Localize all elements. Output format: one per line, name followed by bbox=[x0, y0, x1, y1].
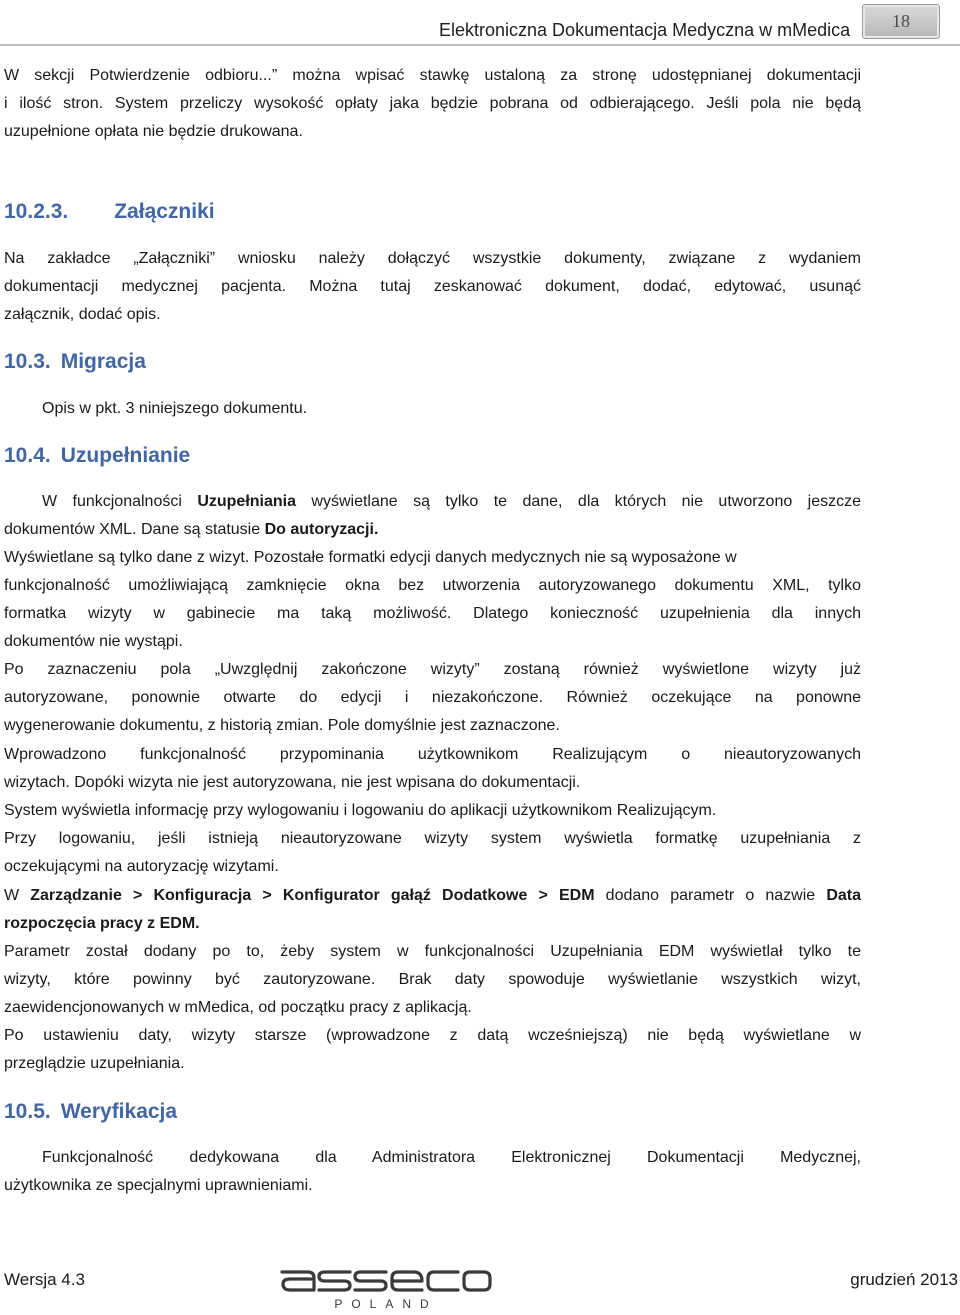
footer-version: Wersja 4.3 bbox=[4, 1270, 85, 1289]
completion-p6-line-1: Przy logowaniu, jeśli istnieją nieautoryzowane wizyty system wyświetla formatkę uzupełniania z bbox=[4, 830, 861, 847]
completion-p8-line-3: zaewidencjonowanych w mMedica, od początku pracy z aplikacją. bbox=[4, 999, 472, 1016]
completion-p2-line-1: Wyświetlane są tylko dane z wizyt. Pozostałe formatki edycji danych medycznych nie są wyposażone w bbox=[4, 549, 737, 566]
completion-p6-line-2: oczekującymi na autoryzację wizytami. bbox=[4, 858, 279, 875]
completion-p4-line-2: wizytach. Dopóki wizyta nie jest autoryzowana, nie jest wpisana do dokumentacji. bbox=[4, 774, 581, 791]
verification-line-2: użytkownika ze specjalnymi uprawnieniami. bbox=[4, 1177, 313, 1194]
completion-p4-line-1: Wprowadzono funkcjonalność przypominania użytkownikom Realizującym o nieautoryzowanych bbox=[4, 746, 861, 763]
heading-number: 10.4. bbox=[4, 444, 51, 467]
migration-body: Opis w pkt. 3 niniejszego dokumentu. bbox=[42, 400, 308, 417]
heading-title: Migracja bbox=[60, 350, 146, 373]
completion-p8-line-1: Parametr został dodany po to, żeby system w funkcjonalności Uzupełniania EDM wyświetlał tylko te bbox=[4, 943, 861, 960]
heading-10-2-3 bbox=[4, 200, 215, 224]
completion-p8-line-2: wizyty, które powinny być zautoryzowane. Brak daty spowoduje wyświetlanie wszystkich wizyt, bbox=[4, 971, 861, 988]
completion-p2-line-2: funkcjonalność umożliwiającą zamknięcie okna bez utworzenia autoryzowanego dokumentu XML, tylko bbox=[4, 577, 861, 594]
heading-number: 10.3. bbox=[4, 350, 51, 373]
heading-10-4 bbox=[4, 444, 190, 468]
completion-p1-line-1: W funkcjonalności Uzupełniania wyświetlane są tylko te dane, dla których nie utworzono jeszcze bbox=[42, 493, 861, 510]
completion-p3-line-3: wygenerowanie dokumentu, z historią zmian. Pole domyślnie jest zaznaczone. bbox=[4, 717, 560, 734]
heading-10-5 bbox=[4, 1100, 177, 1124]
completion-p7-line-2: rozpoczęcia pracy z EDM. bbox=[4, 915, 200, 932]
heading-number: 10.2.3. bbox=[4, 200, 69, 223]
completion-p9-line-2: przeglądzie uzupełniania. bbox=[4, 1055, 185, 1072]
logo-subtext: POLAND bbox=[334, 1297, 438, 1310]
page-number-badge: 18 bbox=[862, 4, 940, 39]
document-header-title: Elektroniczna Dokumentacja Medyczna w mMedica bbox=[439, 20, 851, 40]
verification-line-1: Funkcjonalność dedykowana dla Administratora Elektronicznej Dokumentacji Medycznej, bbox=[42, 1149, 861, 1166]
intro-line-2: i ilość stron. System przeliczy wysokość opłaty jaka będzie pobrana od odbierającego. Jeśli pola nie będą bbox=[4, 95, 861, 112]
completion-p1-line-2: dokumentów XML. Dane są statusie Do autoryzacji. bbox=[4, 521, 379, 538]
completion-p3-line-2: autoryzowane, ponownie otwarte do edycji i niezakończone. Również oczekujące na ponowne bbox=[4, 689, 861, 706]
completion-p5: System wyświetla informację przy wylogowaniu i logowaniu do aplikacji użytkownikom Realizującym. bbox=[4, 802, 717, 819]
completion-p3-line-1: Po zaznaczeniu pola „Uwzględnij zakończone wizyty” zostaną również wyświetlone wizyty już bbox=[4, 661, 861, 678]
heading-title: Weryfikacja bbox=[60, 1100, 178, 1123]
attachments-line-2: dokumentacji medycznej pacjenta. Można tutaj zeskanować dokument, dodać, edytować, usunąć bbox=[4, 278, 861, 295]
attachments-line-1: Na zakładce „Załączniki” wniosku należy dołączyć wszystkie dokumenty, związane z wydaniem bbox=[4, 250, 861, 267]
intro-line-3: uzupełnione opłata nie będzie drukowana. bbox=[4, 123, 303, 140]
footer-date: grudzień 2013 bbox=[850, 1270, 958, 1289]
heading-number: 10.5. bbox=[4, 1100, 51, 1123]
attachments-line-3: załącznik, dodać opis. bbox=[4, 306, 161, 323]
logo-wordmark-text: asseco bbox=[278, 1264, 282, 1265]
header-divider bbox=[0, 44, 960, 46]
intro-line-1: W sekcji Potwierdzenie odbioru...” można wpisać stawkę ustaloną za stronę udostępnianej dokumentacji bbox=[4, 67, 861, 84]
heading-title: Uzupełnianie bbox=[60, 444, 191, 467]
heading-10-3 bbox=[4, 350, 146, 374]
completion-p2-line-4: dokumentów nie wystąpi. bbox=[4, 633, 183, 650]
asseco-logo-icon bbox=[278, 1264, 494, 1310]
completion-p7-line-1: W Zarządzanie > Konfiguracja > Konfigurator gałąź Dodatkowe > EDM dodano parametr o nazwie Data bbox=[4, 887, 862, 904]
asseco-poland-logo bbox=[278, 1264, 494, 1310]
completion-p2-line-3: formatka wizyty w gabinecie ma taką możliwość. Dlatego konieczność uzupełnienia dla innych bbox=[4, 605, 861, 622]
completion-p9-line-1: Po ustawieniu daty, wizyty starsze (wprowadzone z datą wcześniejszą) nie będą wyświetlane w bbox=[4, 1027, 861, 1044]
heading-title: Załączniki bbox=[114, 200, 215, 223]
